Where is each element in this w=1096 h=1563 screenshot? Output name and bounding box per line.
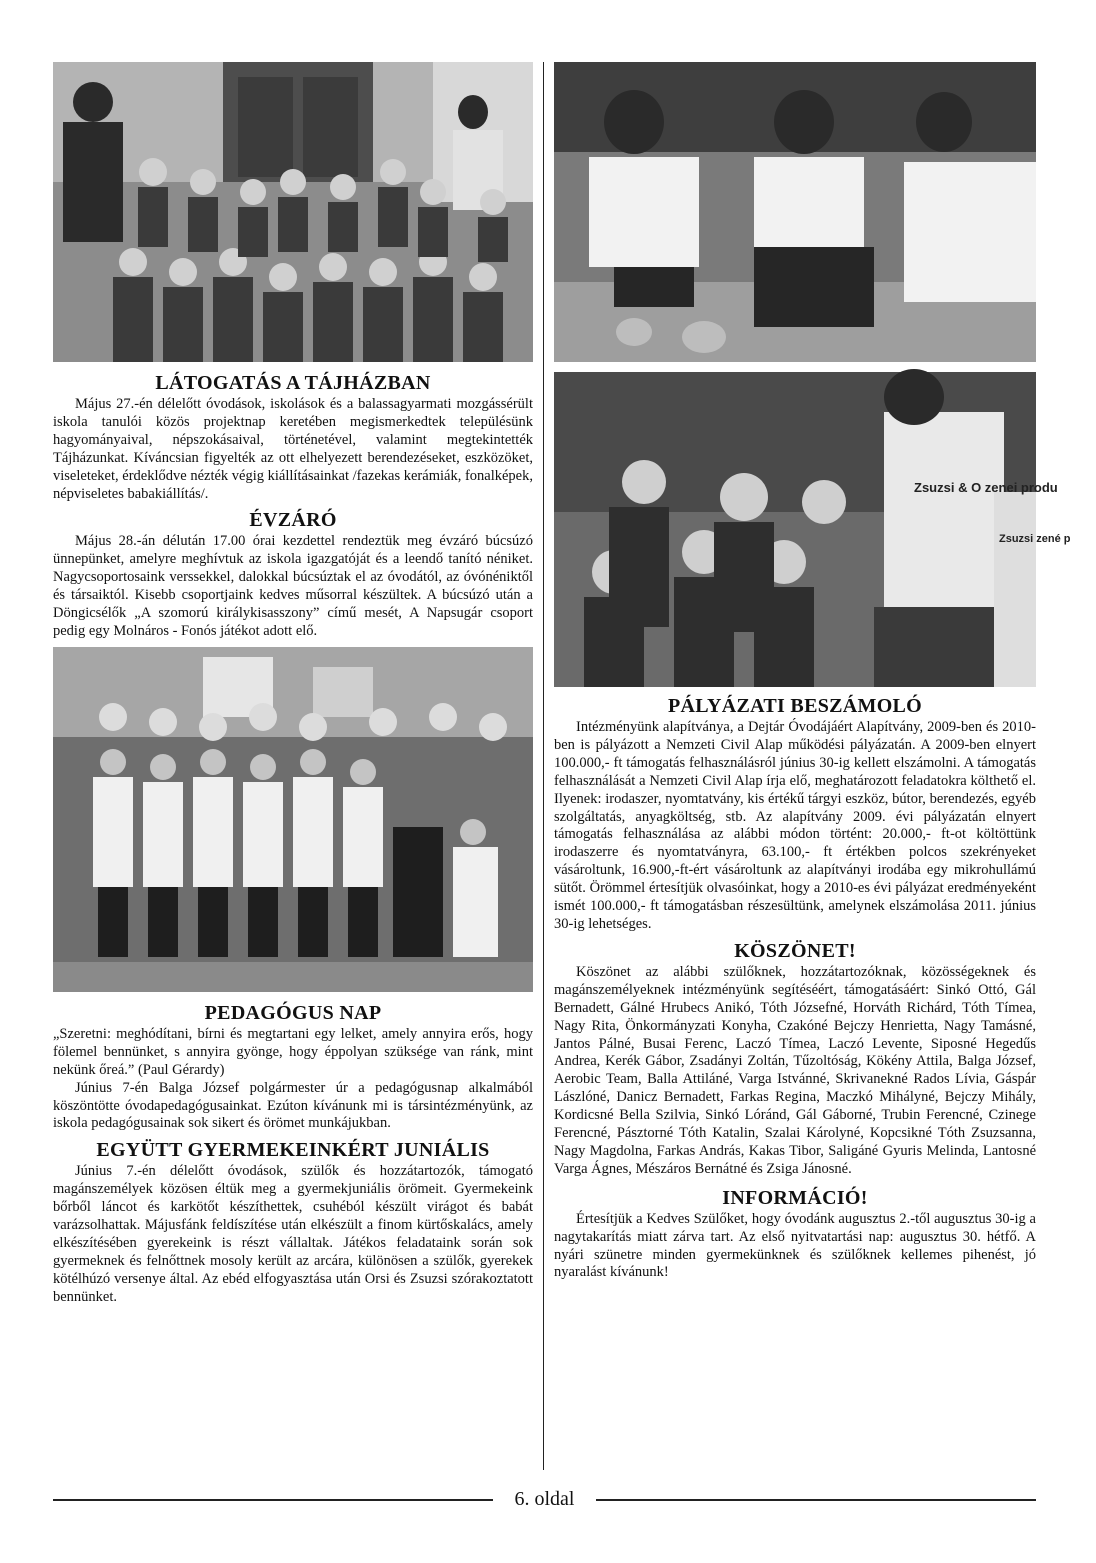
heading-informacio: INFORMÁCIÓ! (722, 1186, 868, 1209)
heading-tajhaz: LÁTOGATÁS A TÁJHÁZBAN (155, 372, 431, 394)
heading-palyazati: PÁLYÁZATI BESZÁMOLÓ (667, 695, 923, 717)
photo-children-singing (554, 372, 1071, 687)
photo-tajhaz-children (53, 62, 533, 362)
text-pedagogus: Június 7-én Balga József polgármester úr a pedagógusnap alkalmából köszöntötte óvodapedagógusainkat. Ezúton kívánunk mi is társintézményünk, az iskola pedagógusainak sok sikert és örömet munkájukban. (53, 1079, 533, 1132)
text-evzaro: Május 28.-án délután 17.00 órai kezdettel rendeztük meg évzáró búcsúzó ünnepünket, amelyre meghívtuk az iskola igazgatóját és a leendő tanító néniket. Nagycsoportosaink verssekkel, dalokkal búcsúztak el az óvodától, az óvónéniktől és társaiktól. Kisebb csoportjaink kedves műsorral készültek. A búcsúzó után a Döngicsélők „A szomorú királykisasszony” című mesét, A Napsugár csoport pedig egy Molnáros - Fonós játékot adott elő. (53, 533, 533, 639)
heading-evzaro: ÉVZÁRÓ (249, 509, 337, 532)
text-pedagogus-quote: „Szeretni: meghódítani, bírni és megtartani egy lelket, amely annyira erős, hogy fölemel bennünket, s annyira gyönge, hogy éppolyan szüksége van ránk, mint nekünk őreá.” (Paul Gérardy) (53, 1025, 533, 1078)
text-palyazati: Intézményünk alapítványa, a Dejtár Óvodájáért Alapítvány, 2009-ben és 2010-ben is pályázott a Nemzeti Civil Alap működési pályázatán. A 2009-ben elnyert 100.000,- ft támogatás felhasználásról június 30-ig kellett elszámolni. A támogatás felhasználását a Nemzeti Civil Alap írja elő, meghatározott feladatokra költhető el. Ilyenek: irodaszer, nyomtatvány, kis értékű tárgyi eszköz, bútor, berendezés, egyéb szolgáltatás, anyagköltség, stb. Az alapítvány 2009. évi pályázatán elnyert támogatás felhasználása az alábbi módon történt: 20.000,- ft-ot költöttünk irodaszerre és nyomtatványra, 63.100,- ft értékben polcos szekrényeket vásároltunk, 16.900,-ft-ért vásároltunk az alapítványi irodába egy mikrohullámú sütőt. Örömmel értesítjük olvasóinkat, hogy a 2010-es évi pályázat eredményeként ismét 100.000,- ft támogatásban részesültünk, amelynek elszámolása 2011. június 30-ig lehetséges. (554, 719, 1036, 932)
page-number: 6. oldal (514, 1488, 575, 1510)
text-junialis: Június 7.-én délelőtt óvodások, szülők és hozzátartozók, támogató magánszemélyek közösen éltük meg a gyermekjuniális örömeit. Gyermekeink bőrből láncot és karkötőt készíthettek, csuhéból készült virágot és babát varázsolhattak. Májusfánk feldíszítése után elkészült a finom kürtőskalács, amely elkészítésében gyerekeink is részt vállaltak. Játékos feladataink során sok gyermeknek és felnőttnek mosoly került az arcára, különösen a szülők, gyerekek kötélhúzó versenye által. Az ebéd elfogyasztása után Orsi és Zsuzsi szórakoztatott bennünket. (53, 1163, 533, 1305)
text-informacio: Értesítjük a Kedves Szülőket, hogy óvodánk augusztus 2.-től augusztus 30-ig a nagytakarítás miatt zárva tart. Az első nyitvatartási nap: augusztus 30. hétfő. A nyári szünetre minden gyermekünknek és szülőknek kellemes pihenést, jó nyaralást kívánunk! (554, 1210, 1036, 1281)
column-divider (543, 62, 544, 1470)
photo-women-crafting (554, 62, 1036, 362)
page-footer (53, 1485, 1036, 1515)
photo-shirt-text: Zsuzsi & O zenei produ (914, 480, 1058, 495)
left-column (53, 62, 533, 1307)
footer-rule-left (53, 1499, 493, 1501)
heading-pedagogus: PEDAGÓGUS NAP (204, 1001, 382, 1024)
text-tajhaz: Május 27.-én délelőtt óvodások, iskolások és a balassagyarmati mozgássérült iskola tanulói közös projektnap keretében megismerkedtek településünk hagyományaival, népszokásaival, történetével, valamint megtekintették Tájházunkat. Kíváncsian figyelték az ott elhelyezett berendezéseket, eszközöket, viseleteket, érdeklődve nézték végig kiállításainkat /fazekas kerámiák, fonalképek, népviseletes babakiállítás/. (53, 396, 533, 502)
heading-koszonet: KÖSZÖNET! (734, 939, 856, 962)
photo-evzaro-ceremony (53, 647, 533, 992)
photo-shirt-text-2: Zsuzsi zené p (999, 533, 1071, 545)
text-koszonet: Köszönet az alábbi szülőknek, hozzátartozóknak, közösségeknek és magánszemélyeknek intézményünk segítéséért, támogatásáért: Sinkó Ottó, Gál Bernadett, Gálné Hrubecs Anikó, Tóth Józsefné, Horváth Richárd, Tóth Tímea, Nagy Rita, Önkormányzati Konyha, Czakóné Bejczy Henrietta, Nagy Tamásné, Jantos Pálné, Busai Ferenc, Laczó Tímea, Laczó Levente, Siposné Hegedűs Andrea, Kerék Gábor, Zsadányi Zoltán, Tűzoltóság, Kökény Attila, Balga József, Aerobic Team, Balla Attiláné, Varga Istvánné, Skrivanekné Rados Lívia, Gáspár Lászlóné, Danicz Bernadett, Farkas Regina, Maczkó Mihályné, Bejczy Mihály, Kordicsné Bella Szilvia, Sinkó Lóránd, Gál Gáborné, Trubin Ferencné, Czinege Ferencné, Pásztorné Tóth Katalin, Szalai Károlyné, Kopcsikné Tóth Zsuzsanna, Nagy Magdolna, Farkas András, Kakas Tibor, Saligáné Gyuris Melinda, Lantosné Varga Ágnes, Mészáros Bernátné és Zsiga Jánosné. (554, 963, 1036, 1177)
right-column (554, 62, 1071, 1282)
heading-junialis: EGYÜTT GYERMEKEINKÉRT JUNIÁLIS (96, 1139, 490, 1162)
footer-rule-right (596, 1499, 1036, 1501)
